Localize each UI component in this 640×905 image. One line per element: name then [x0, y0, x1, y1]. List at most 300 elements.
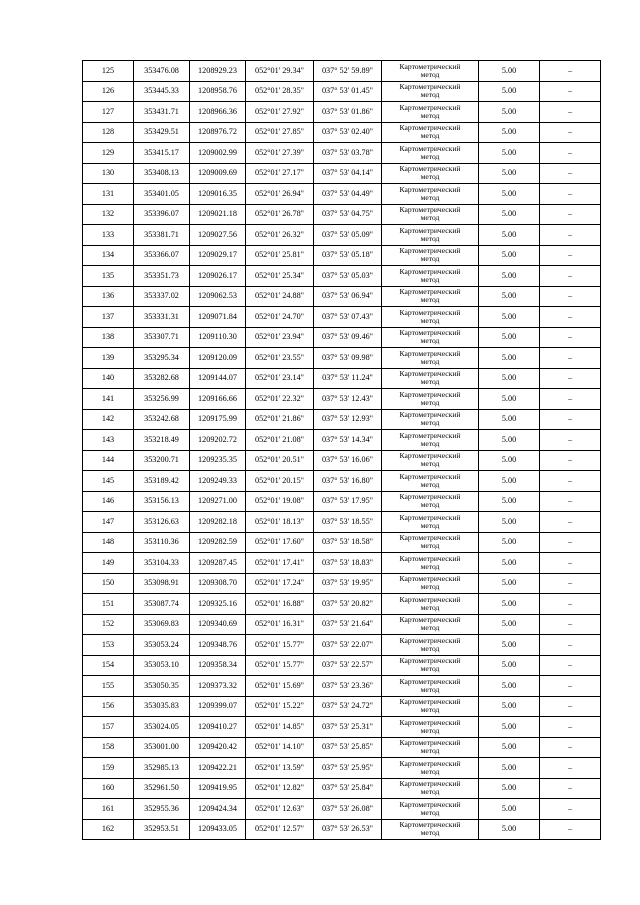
note-cell: – — [540, 614, 601, 635]
x-coordinate-cell: 353001.00 — [134, 737, 190, 758]
accuracy-cell: 5.00 — [479, 778, 540, 799]
point-number-cell: 134 — [83, 245, 134, 266]
y-coordinate-cell: 1209287.45 — [190, 553, 246, 574]
point-number-cell: 133 — [83, 225, 134, 246]
method-line: метод — [420, 520, 440, 530]
y-coordinate-cell: 1209422.21 — [190, 758, 246, 779]
method-line: Картометрический — [399, 697, 461, 707]
method-line: метод — [420, 254, 440, 264]
method-line: метод — [420, 151, 440, 161]
method-cell — [382, 778, 479, 799]
latitude-cell: 052°01' 16.31" — [246, 614, 314, 635]
longitude-cell: 037° 52' 59.89" — [314, 61, 382, 82]
method-line: метод — [420, 541, 440, 551]
table-row — [83, 245, 601, 266]
method-line: метод — [420, 131, 440, 141]
method-line: метод — [420, 110, 440, 120]
x-coordinate-cell: 352985.13 — [134, 758, 190, 779]
y-coordinate-cell: 1209410.27 — [190, 717, 246, 738]
table-row — [83, 532, 601, 553]
y-coordinate-cell: 1209071.84 — [190, 307, 246, 328]
point-number-cell: 141 — [83, 389, 134, 410]
note-cell: – — [540, 717, 601, 738]
point-number-cell: 143 — [83, 430, 134, 451]
x-coordinate-cell: 353366.07 — [134, 245, 190, 266]
latitude-cell: 052°01' 21.86" — [246, 409, 314, 430]
method-line: Картометрический — [399, 615, 461, 625]
latitude-cell: 052°01' 21.08" — [246, 430, 314, 451]
method-line: Картометрический — [399, 225, 461, 235]
latitude-cell: 052°01' 23.14" — [246, 368, 314, 389]
point-number-cell: 138 — [83, 327, 134, 348]
latitude-cell: 052°01' 12.63" — [246, 799, 314, 820]
table-body — [83, 61, 601, 840]
method-line: Картометрический — [399, 348, 461, 358]
x-coordinate-cell: 352953.51 — [134, 819, 190, 840]
method-line: Картометрический — [399, 779, 461, 789]
longitude-cell: 037° 53' 09.98" — [314, 348, 382, 369]
point-number-cell: 153 — [83, 635, 134, 656]
accuracy-cell: 5.00 — [479, 573, 540, 594]
note-cell: – — [540, 758, 601, 779]
accuracy-cell: 5.00 — [479, 450, 540, 471]
latitude-cell: 052°01' 18.13" — [246, 512, 314, 533]
latitude-cell: 052°01' 24.88" — [246, 286, 314, 307]
method-line: метод — [420, 479, 440, 489]
table-row — [83, 225, 601, 246]
accuracy-cell: 5.00 — [479, 81, 540, 102]
x-coordinate-cell: 353431.71 — [134, 102, 190, 123]
latitude-cell: 052°01' 26.78" — [246, 204, 314, 225]
method-line: метод — [420, 192, 440, 202]
method-line: метод — [420, 397, 440, 407]
y-coordinate-cell: 1209120.09 — [190, 348, 246, 369]
table-row — [83, 819, 601, 840]
accuracy-cell: 5.00 — [479, 471, 540, 492]
accuracy-cell: 5.00 — [479, 799, 540, 820]
accuracy-cell: 5.00 — [479, 389, 540, 410]
table-row — [83, 655, 601, 676]
method-cell — [382, 204, 479, 225]
x-coordinate-cell: 353098.91 — [134, 573, 190, 594]
note-cell: – — [540, 778, 601, 799]
method-line: Картометрический — [399, 307, 461, 317]
table-row — [83, 184, 601, 205]
table-row — [83, 368, 601, 389]
method-line: метод — [420, 787, 440, 797]
accuracy-cell: 5.00 — [479, 737, 540, 758]
method-line: метод — [420, 356, 440, 366]
longitude-cell: 037° 53' 04.14" — [314, 163, 382, 184]
point-number-cell: 152 — [83, 614, 134, 635]
method-line: Картометрический — [399, 451, 461, 461]
latitude-cell: 052°01' 15.77" — [246, 655, 314, 676]
method-line: метод — [420, 377, 440, 387]
method-cell — [382, 676, 479, 697]
note-cell: – — [540, 307, 601, 328]
point-number-cell: 148 — [83, 532, 134, 553]
table-row — [83, 286, 601, 307]
y-coordinate-cell: 1209175.99 — [190, 409, 246, 430]
y-coordinate-cell: 1209373.32 — [190, 676, 246, 697]
accuracy-cell: 5.00 — [479, 163, 540, 184]
longitude-cell: 037° 53' 18.83" — [314, 553, 382, 574]
longitude-cell: 037° 53' 22.57" — [314, 655, 382, 676]
method-line: метод — [420, 746, 440, 756]
point-number-cell: 136 — [83, 286, 134, 307]
x-coordinate-cell: 353050.35 — [134, 676, 190, 697]
method-line: метод — [420, 90, 440, 100]
y-coordinate-cell: 1209419.95 — [190, 778, 246, 799]
accuracy-cell: 5.00 — [479, 348, 540, 369]
latitude-cell: 052°01' 26.32" — [246, 225, 314, 246]
point-number-cell: 132 — [83, 204, 134, 225]
y-coordinate-cell: 1209027.56 — [190, 225, 246, 246]
latitude-cell: 052°01' 29.34" — [246, 61, 314, 82]
table-row — [83, 758, 601, 779]
accuracy-cell: 5.00 — [479, 614, 540, 635]
method-line: Картометрический — [399, 594, 461, 604]
y-coordinate-cell: 1209009.69 — [190, 163, 246, 184]
method-line: Картометрический — [399, 676, 461, 686]
accuracy-cell: 5.00 — [479, 491, 540, 512]
table-row — [83, 450, 601, 471]
latitude-cell: 052°01' 25.34" — [246, 266, 314, 287]
point-number-cell: 135 — [83, 266, 134, 287]
longitude-cell: 037° 53' 25.85" — [314, 737, 382, 758]
note-cell: – — [540, 286, 601, 307]
longitude-cell: 037° 53' 22.07" — [314, 635, 382, 656]
longitude-cell: 037° 53' 07.43" — [314, 307, 382, 328]
y-coordinate-cell: 1209348.76 — [190, 635, 246, 656]
method-cell — [382, 61, 479, 82]
accuracy-cell: 5.00 — [479, 819, 540, 840]
point-number-cell: 151 — [83, 594, 134, 615]
table-row — [83, 409, 601, 430]
method-cell — [382, 696, 479, 717]
latitude-cell: 052°01' 16.88" — [246, 594, 314, 615]
table-row — [83, 204, 601, 225]
method-cell — [382, 245, 479, 266]
accuracy-cell: 5.00 — [479, 635, 540, 656]
y-coordinate-cell: 1209029.17 — [190, 245, 246, 266]
point-number-cell: 127 — [83, 102, 134, 123]
method-line: Картометрический — [399, 266, 461, 276]
point-number-cell: 150 — [83, 573, 134, 594]
method-line: метод — [420, 828, 440, 838]
y-coordinate-cell: 1208976.72 — [190, 122, 246, 143]
latitude-cell: 052°01' 14.10" — [246, 737, 314, 758]
point-number-cell: 160 — [83, 778, 134, 799]
accuracy-cell: 5.00 — [479, 61, 540, 82]
method-cell — [382, 471, 479, 492]
method-cell — [382, 286, 479, 307]
note-cell: – — [540, 491, 601, 512]
latitude-cell: 052°01' 28.35" — [246, 81, 314, 102]
x-coordinate-cell: 353295.34 — [134, 348, 190, 369]
latitude-cell: 052°01' 23.94" — [246, 327, 314, 348]
y-coordinate-cell: 1209325.16 — [190, 594, 246, 615]
point-number-cell: 154 — [83, 655, 134, 676]
longitude-cell: 037° 53' 06.94" — [314, 286, 382, 307]
x-coordinate-cell: 353024.05 — [134, 717, 190, 738]
accuracy-cell: 5.00 — [479, 594, 540, 615]
note-cell: – — [540, 327, 601, 348]
x-coordinate-cell: 353156.13 — [134, 491, 190, 512]
point-number-cell: 161 — [83, 799, 134, 820]
method-line: Картометрический — [399, 164, 461, 174]
method-line: метод — [420, 766, 440, 776]
point-number-cell: 140 — [83, 368, 134, 389]
longitude-cell: 037° 53' 20.82" — [314, 594, 382, 615]
accuracy-cell: 5.00 — [479, 286, 540, 307]
note-cell: – — [540, 368, 601, 389]
note-cell: – — [540, 245, 601, 266]
y-coordinate-cell: 1209340.69 — [190, 614, 246, 635]
longitude-cell: 037° 53' 16.06" — [314, 450, 382, 471]
table-row — [83, 676, 601, 697]
y-coordinate-cell: 1209399.07 — [190, 696, 246, 717]
point-number-cell: 149 — [83, 553, 134, 574]
note-cell: – — [540, 450, 601, 471]
method-line: метод — [420, 705, 440, 715]
table-row — [83, 143, 601, 164]
method-line: Картометрический — [399, 123, 461, 133]
longitude-cell: 037° 53' 04.49" — [314, 184, 382, 205]
longitude-cell: 037° 53' 05.18" — [314, 245, 382, 266]
accuracy-cell: 5.00 — [479, 696, 540, 717]
table-row — [83, 778, 601, 799]
latitude-cell: 052°01' 27.92" — [246, 102, 314, 123]
point-number-cell: 144 — [83, 450, 134, 471]
table-row — [83, 81, 601, 102]
note-cell: – — [540, 635, 601, 656]
method-cell — [382, 143, 479, 164]
method-cell — [382, 122, 479, 143]
point-number-cell: 129 — [83, 143, 134, 164]
longitude-cell: 037° 53' 16.80" — [314, 471, 382, 492]
table-row — [83, 737, 601, 758]
method-cell — [382, 266, 479, 287]
note-cell: – — [540, 737, 601, 758]
note-cell: – — [540, 266, 601, 287]
method-line: метод — [420, 807, 440, 817]
x-coordinate-cell: 353415.17 — [134, 143, 190, 164]
y-coordinate-cell: 1209144.07 — [190, 368, 246, 389]
accuracy-cell: 5.00 — [479, 717, 540, 738]
x-coordinate-cell: 353307.71 — [134, 327, 190, 348]
method-line: Картометрический — [399, 758, 461, 768]
x-coordinate-cell: 353053.24 — [134, 635, 190, 656]
table-row — [83, 491, 601, 512]
method-line: Картометрический — [399, 61, 461, 71]
accuracy-cell: 5.00 — [479, 409, 540, 430]
method-line: Картометрический — [399, 738, 461, 748]
longitude-cell: 037° 53' 05.09" — [314, 225, 382, 246]
accuracy-cell: 5.00 — [479, 368, 540, 389]
table-row — [83, 389, 601, 410]
point-number-cell: 159 — [83, 758, 134, 779]
longitude-cell: 037° 53' 25.95" — [314, 758, 382, 779]
method-cell — [382, 81, 479, 102]
accuracy-cell: 5.00 — [479, 655, 540, 676]
accuracy-cell: 5.00 — [479, 102, 540, 123]
accuracy-cell: 5.00 — [479, 122, 540, 143]
table-row — [83, 696, 601, 717]
accuracy-cell: 5.00 — [479, 553, 540, 574]
latitude-cell: 052°01' 19.08" — [246, 491, 314, 512]
method-line: Картометрический — [399, 102, 461, 112]
method-cell — [382, 430, 479, 451]
method-line: Картометрический — [399, 184, 461, 194]
method-cell — [382, 163, 479, 184]
x-coordinate-cell: 353256.99 — [134, 389, 190, 410]
table-row — [83, 573, 601, 594]
method-line: метод — [420, 664, 440, 674]
method-cell — [382, 717, 479, 738]
table-row — [83, 163, 601, 184]
method-line: метод — [420, 418, 440, 428]
x-coordinate-cell: 353396.07 — [134, 204, 190, 225]
method-line: Картометрический — [399, 656, 461, 666]
method-line: метод — [420, 684, 440, 694]
y-coordinate-cell: 1209026.17 — [190, 266, 246, 287]
y-coordinate-cell: 1209358.34 — [190, 655, 246, 676]
longitude-cell: 037° 53' 18.58" — [314, 532, 382, 553]
method-cell — [382, 184, 479, 205]
method-cell — [382, 655, 479, 676]
accuracy-cell: 5.00 — [479, 204, 540, 225]
method-cell — [382, 102, 479, 123]
x-coordinate-cell: 353429.51 — [134, 122, 190, 143]
table-row — [83, 512, 601, 533]
method-cell — [382, 532, 479, 553]
longitude-cell: 037° 53' 23.36" — [314, 676, 382, 697]
y-coordinate-cell: 1209249.33 — [190, 471, 246, 492]
method-line: Картометрический — [399, 143, 461, 153]
longitude-cell: 037° 53' 01.45" — [314, 81, 382, 102]
longitude-cell: 037° 53' 05.03" — [314, 266, 382, 287]
method-line: Картометрический — [399, 717, 461, 727]
coordinates-table — [82, 60, 601, 840]
note-cell: – — [540, 143, 601, 164]
note-cell: – — [540, 430, 601, 451]
x-coordinate-cell: 353445.33 — [134, 81, 190, 102]
method-line: метод — [420, 336, 440, 346]
method-cell — [382, 799, 479, 820]
x-coordinate-cell: 353408.13 — [134, 163, 190, 184]
x-coordinate-cell: 353053.10 — [134, 655, 190, 676]
table-row — [83, 471, 601, 492]
note-cell: – — [540, 594, 601, 615]
latitude-cell: 052°01' 15.22" — [246, 696, 314, 717]
method-line: Картометрический — [399, 635, 461, 645]
latitude-cell: 052°01' 13.59" — [246, 758, 314, 779]
x-coordinate-cell: 353035.83 — [134, 696, 190, 717]
table-row — [83, 430, 601, 451]
x-coordinate-cell: 353087.74 — [134, 594, 190, 615]
x-coordinate-cell: 353401.05 — [134, 184, 190, 205]
longitude-cell: 037° 53' 11.24" — [314, 368, 382, 389]
longitude-cell: 037° 53' 02.40" — [314, 122, 382, 143]
method-line: Картометрический — [399, 799, 461, 809]
note-cell: – — [540, 61, 601, 82]
point-number-cell: 142 — [83, 409, 134, 430]
method-cell — [382, 327, 479, 348]
point-number-cell: 131 — [83, 184, 134, 205]
note-cell: – — [540, 348, 601, 369]
table-row — [83, 594, 601, 615]
table-row — [83, 635, 601, 656]
longitude-cell: 037° 53' 12.93" — [314, 409, 382, 430]
x-coordinate-cell: 353476.08 — [134, 61, 190, 82]
y-coordinate-cell: 1209282.59 — [190, 532, 246, 553]
point-number-cell: 155 — [83, 676, 134, 697]
y-coordinate-cell: 1209062.53 — [190, 286, 246, 307]
longitude-cell: 037° 53' 18.55" — [314, 512, 382, 533]
latitude-cell: 052°01' 26.94" — [246, 184, 314, 205]
method-cell — [382, 225, 479, 246]
latitude-cell: 052°01' 12.57" — [246, 819, 314, 840]
note-cell: – — [540, 532, 601, 553]
latitude-cell: 052°01' 27.17" — [246, 163, 314, 184]
note-cell: – — [540, 655, 601, 676]
method-cell — [382, 635, 479, 656]
y-coordinate-cell: 1209420.42 — [190, 737, 246, 758]
y-coordinate-cell: 1209166.66 — [190, 389, 246, 410]
y-coordinate-cell: 1209433.05 — [190, 819, 246, 840]
latitude-cell: 052°01' 27.85" — [246, 122, 314, 143]
method-line: метод — [420, 274, 440, 284]
method-cell — [382, 348, 479, 369]
table-row — [83, 327, 601, 348]
x-coordinate-cell: 353331.31 — [134, 307, 190, 328]
method-line: Картометрический — [399, 574, 461, 584]
accuracy-cell: 5.00 — [479, 225, 540, 246]
point-number-cell: 128 — [83, 122, 134, 143]
x-coordinate-cell: 353351.73 — [134, 266, 190, 287]
method-line: Картометрический — [399, 369, 461, 379]
method-cell — [382, 758, 479, 779]
y-coordinate-cell: 1208966.36 — [190, 102, 246, 123]
longitude-cell: 037° 53' 26.53" — [314, 819, 382, 840]
method-line: Картометрический — [399, 389, 461, 399]
y-coordinate-cell: 1209235.35 — [190, 450, 246, 471]
note-cell: – — [540, 409, 601, 430]
accuracy-cell: 5.00 — [479, 266, 540, 287]
longitude-cell: 037° 53' 19.95" — [314, 573, 382, 594]
longitude-cell: 037° 53' 26.08" — [314, 799, 382, 820]
table-row — [83, 348, 601, 369]
accuracy-cell: 5.00 — [479, 430, 540, 451]
method-line: метод — [420, 459, 440, 469]
method-line: Картометрический — [399, 287, 461, 297]
accuracy-cell: 5.00 — [479, 532, 540, 553]
y-coordinate-cell: 1209271.00 — [190, 491, 246, 512]
longitude-cell: 037° 53' 25.84" — [314, 778, 382, 799]
note-cell: – — [540, 225, 601, 246]
x-coordinate-cell: 353282.68 — [134, 368, 190, 389]
x-coordinate-cell: 353200.71 — [134, 450, 190, 471]
longitude-cell: 037° 53' 17.95" — [314, 491, 382, 512]
point-number-cell: 137 — [83, 307, 134, 328]
note-cell: – — [540, 573, 601, 594]
x-coordinate-cell: 353069.83 — [134, 614, 190, 635]
latitude-cell: 052°01' 25.81" — [246, 245, 314, 266]
point-number-cell: 139 — [83, 348, 134, 369]
method-cell — [382, 512, 479, 533]
point-number-cell: 126 — [83, 81, 134, 102]
